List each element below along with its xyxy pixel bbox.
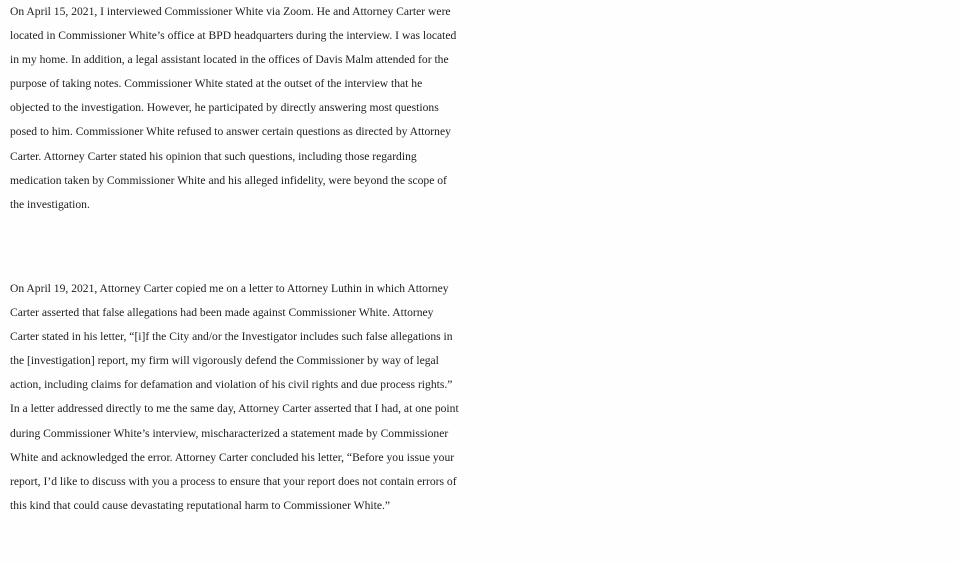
text-line: this kind that could cause devastating reputational harm to Commissioner White.” xyxy=(10,498,391,512)
text-line: the investigation. xyxy=(10,197,90,211)
text-line: the [investigation] report, my firm will vigorously defend the Commissioner by way of legal xyxy=(10,354,439,368)
text-line: located in Commissioner White’s office at BPD headquarters during the interview. I was located xyxy=(10,29,457,43)
text-line: On April 15, 2021, I interviewed Commissioner White via Zoom. He and Attorney Carter were xyxy=(10,5,451,18)
text-line: action, including claims for defamation and violation of his civil rights and due process rights.” xyxy=(10,378,453,392)
text-line: in my home. In addition, a legal assistant located in the offices of Davis Malm attended for the xyxy=(10,53,449,67)
text-line: objected to the investigation. However, he participated by directly answering most questions xyxy=(10,101,439,115)
text-line: Carter. Attorney Carter stated his opinion that such questions, including those regarding xyxy=(10,149,417,163)
text-line: during Commissioner White’s interview, mischaracterized a statement made by Commissioner xyxy=(10,426,449,440)
text-line: purpose of taking notes. Commissioner White stated at the outset of the interview that he xyxy=(10,77,423,91)
text-line: posed to him. Commissioner White refused to answer certain questions as directed by Attorney xyxy=(10,125,451,139)
text-line: In a letter addressed directly to me the same day, Attorney Carter asserted that I had, at one point xyxy=(10,402,459,416)
paragraph-letter xyxy=(10,277,955,518)
text-line: White and acknowledged the error. Attorney Carter concluded his letter, “Before you issue your xyxy=(10,450,455,464)
text-line: medication taken by Commissioner White and his alleged infidelity, were beyond the scope of xyxy=(10,173,447,187)
text-line: Carter asserted that false allegations had been made against Commissioner White. Attorney xyxy=(10,306,434,320)
text-line: On April 19, 2021, Attorney Carter copied me on a letter to Attorney Luthin in which Attorney xyxy=(10,282,449,295)
text-line: report, I’d like to discuss with you a process to ensure that your report does not contain errors of xyxy=(10,474,457,488)
paragraph-interview xyxy=(10,0,955,217)
text-line: Carter stated in his letter, “[i]f the City and/or the Investigator includes such false allegations in xyxy=(10,330,453,344)
